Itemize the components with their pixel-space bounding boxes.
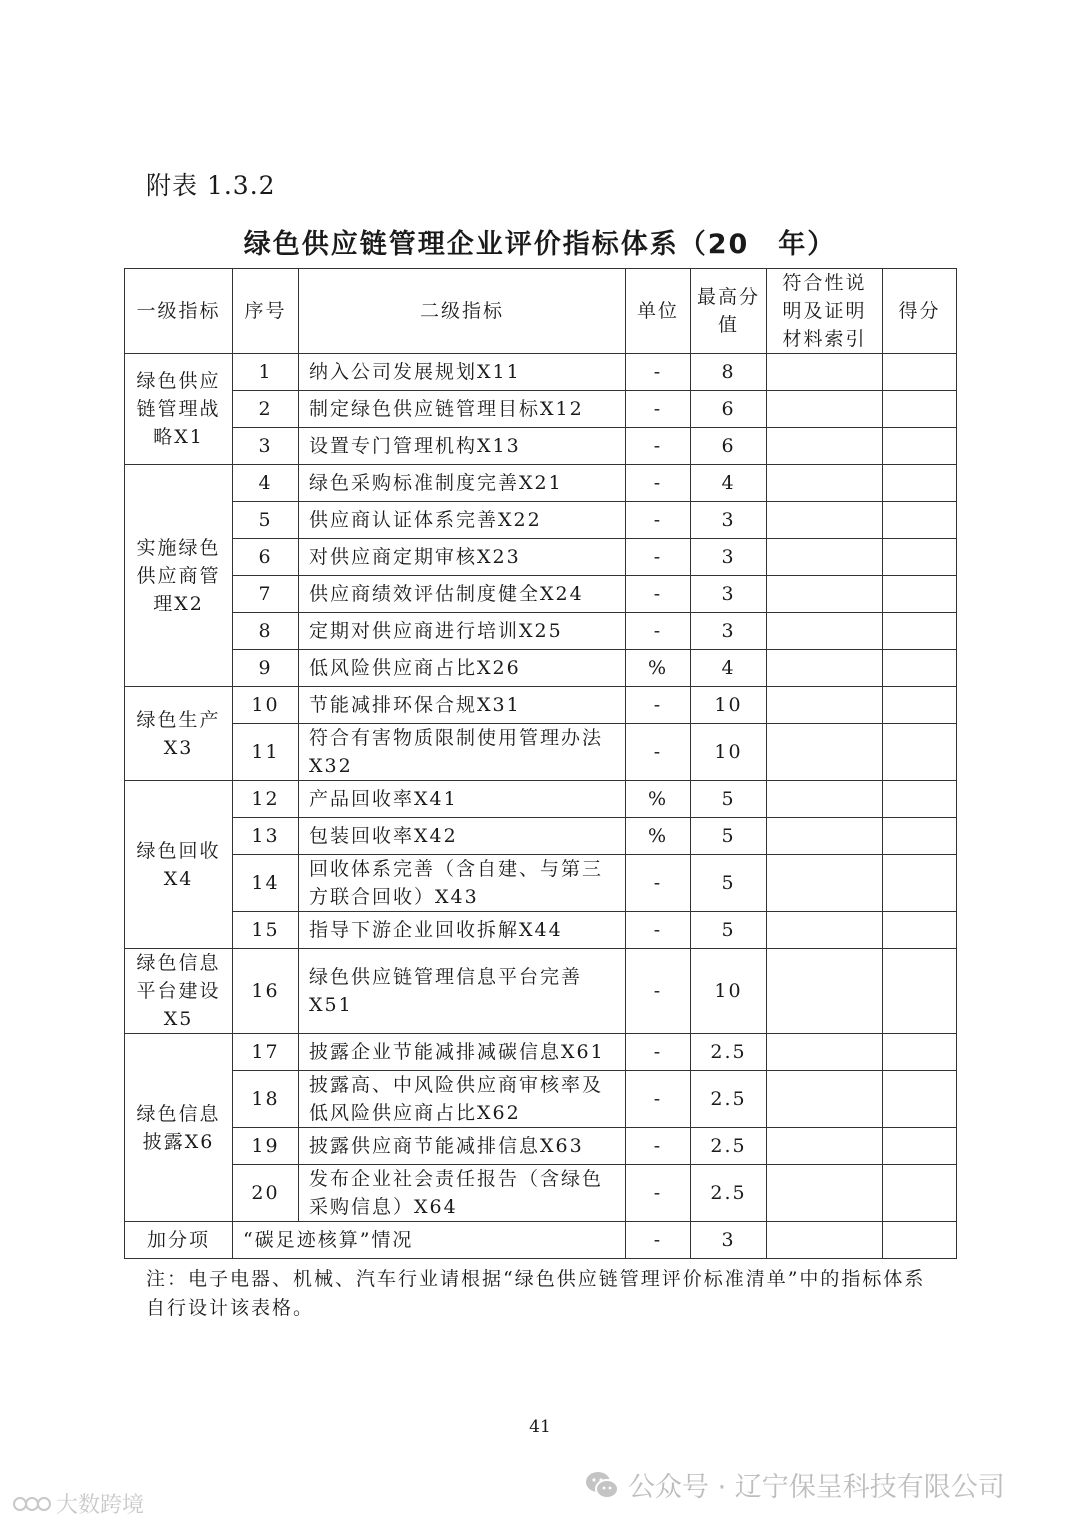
score-cell [883, 539, 957, 576]
header-max-score: 最高分值 [691, 269, 767, 354]
seq-cell: 6 [233, 539, 299, 576]
category-cell: 绿色供应链管理战略X1 [125, 354, 233, 465]
indicator-cell: 披露高、中风险供应商审核率及低风险供应商占比X62 [299, 1071, 626, 1128]
table-row [125, 613, 957, 650]
category-cell: 绿色信息平台建设X5 [125, 949, 233, 1034]
indicator-cell: 对供应商定期审核X23 [299, 539, 626, 576]
score-cell [883, 391, 957, 428]
indicator-table [124, 268, 957, 1259]
table-note: 注：电子电器、机械、汽车行业请根据“绿色供应链管理评价标准清单”中的指标体系自行设计该表格。 [146, 1268, 926, 1319]
category-cell: 绿色回收X4 [125, 781, 233, 949]
table-row [125, 781, 957, 818]
table-row [125, 354, 957, 391]
unit-cell: - [626, 576, 691, 613]
max-score-cell: 2.5 [691, 1034, 767, 1071]
unit-cell: - [626, 502, 691, 539]
table-row [125, 949, 957, 1034]
indicator-cell: 绿色供应链管理信息平台完善X51 [299, 949, 626, 1034]
table-row [125, 1128, 957, 1165]
seq-cell: 4 [233, 465, 299, 502]
table-row [125, 855, 957, 912]
indicator-cell: 低风险供应商占比X26 [299, 650, 626, 687]
unit-cell: % [626, 781, 691, 818]
document-title: 绿色供应链管理企业评价指标体系（20 年） [243, 229, 837, 260]
score-cell [883, 1034, 957, 1071]
unit-cell: - [626, 354, 691, 391]
score-cell [883, 576, 957, 613]
evidence-cell [767, 576, 883, 613]
table-row [125, 1165, 957, 1222]
max-score-cell: 6 [691, 391, 767, 428]
seq-cell: 9 [233, 650, 299, 687]
attachment-label: 附表 1.3.2 [146, 171, 276, 200]
score-cell [883, 613, 957, 650]
table-row [125, 818, 957, 855]
evidence-cell [767, 502, 883, 539]
max-score-cell: 8 [691, 354, 767, 391]
indicator-cell: 符合有害物质限制使用管理办法X32 [299, 724, 626, 781]
evidence-cell [767, 855, 883, 912]
max-score-cell: 5 [691, 818, 767, 855]
indicator-cell: 节能减排环保合规X31 [299, 687, 626, 724]
max-score-cell: 2.5 [691, 1165, 767, 1222]
score-cell [883, 818, 957, 855]
table-row [125, 539, 957, 576]
indicator-cell: 制定绿色供应链管理目标X12 [299, 391, 626, 428]
unit-cell: - [626, 1071, 691, 1128]
seq-cell: 18 [233, 1071, 299, 1128]
evidence-cell [767, 613, 883, 650]
table-row [125, 576, 957, 613]
max-score-cell: 3 [691, 539, 767, 576]
seq-cell: 16 [233, 949, 299, 1034]
brand-watermark [12, 1488, 144, 1519]
header-level2: 二级指标 [299, 269, 626, 354]
score-cell [883, 949, 957, 1034]
seq-cell: 19 [233, 1128, 299, 1165]
seq-cell: 2 [233, 391, 299, 428]
unit-cell: - [626, 391, 691, 428]
score-cell [883, 465, 957, 502]
indicator-cell: 供应商绩效评估制度健全X24 [299, 576, 626, 613]
header-level1: 一级指标 [125, 269, 233, 354]
unit-cell: - [626, 428, 691, 465]
seq-cell: 5 [233, 502, 299, 539]
seq-cell: 10 [233, 687, 299, 724]
seq-cell: 20 [233, 1165, 299, 1222]
seq-cell: 12 [233, 781, 299, 818]
indicator-cell: 指导下游企业回收拆解X44 [299, 912, 626, 949]
max-score-cell: 3 [691, 1222, 767, 1259]
max-score-cell: 10 [691, 687, 767, 724]
table-row [125, 650, 957, 687]
score-cell [883, 855, 957, 912]
seq-cell: 8 [233, 613, 299, 650]
category-cell: 绿色生产X3 [125, 687, 233, 781]
score-cell [883, 724, 957, 781]
evidence-cell [767, 912, 883, 949]
evidence-cell [767, 724, 883, 781]
max-score-cell: 4 [691, 465, 767, 502]
evidence-cell [767, 781, 883, 818]
header-seq: 序号 [233, 269, 299, 354]
unit-cell: - [626, 949, 691, 1034]
bonus-label-cell: 加分项 [125, 1222, 233, 1259]
unit-cell: - [626, 1222, 691, 1259]
evidence-cell [767, 949, 883, 1034]
indicator-cell: 披露供应商节能减排信息X63 [299, 1128, 626, 1165]
table-row [125, 428, 957, 465]
indicator-cell: 回收体系完善（含自建、与第三方联合回收）X43 [299, 855, 626, 912]
indicator-cell: 产品回收率X41 [299, 781, 626, 818]
max-score-cell: 2.5 [691, 1071, 767, 1128]
evidence-cell [767, 1034, 883, 1071]
evidence-cell [767, 650, 883, 687]
score-cell [883, 354, 957, 391]
max-score-cell: 5 [691, 781, 767, 818]
indicator-cell: 设置专门管理机构X13 [299, 428, 626, 465]
indicator-cell: 包装回收率X42 [299, 818, 626, 855]
unit-cell: - [626, 855, 691, 912]
seq-cell: 15 [233, 912, 299, 949]
seq-cell: 11 [233, 724, 299, 781]
table-row [125, 724, 957, 781]
unit-cell: % [626, 650, 691, 687]
unit-cell: - [626, 1128, 691, 1165]
max-score-cell: 3 [691, 576, 767, 613]
score-cell [883, 781, 957, 818]
unit-cell: - [626, 539, 691, 576]
seq-cell: 17 [233, 1034, 299, 1071]
unit-cell: - [626, 912, 691, 949]
unit-cell: - [626, 724, 691, 781]
table-row [125, 687, 957, 724]
table-row [125, 391, 957, 428]
score-cell [883, 502, 957, 539]
seq-cell: 7 [233, 576, 299, 613]
category-cell: 绿色信息披露X6 [125, 1034, 233, 1222]
indicator-cell: 供应商认证体系完善X22 [299, 502, 626, 539]
max-score-cell: 6 [691, 428, 767, 465]
score-cell [883, 1071, 957, 1128]
evidence-cell [767, 1071, 883, 1128]
score-cell [883, 1222, 957, 1259]
bonus-indicator-cell: “碳足迹核算”情况 [233, 1222, 626, 1259]
indicator-cell: 发布企业社会责任报告（含绿色采购信息）X64 [299, 1165, 626, 1222]
evidence-cell [767, 391, 883, 428]
bonus-row [125, 1222, 957, 1259]
table-row [125, 912, 957, 949]
unit-cell: % [626, 818, 691, 855]
watermark-text: 公众号 · 辽宁保呈科技有限公司 [628, 1472, 1005, 1503]
table-row [125, 1071, 957, 1128]
category-cell: 实施绿色供应商管理X2 [125, 465, 233, 687]
evidence-cell [767, 428, 883, 465]
seq-cell: 1 [233, 354, 299, 391]
wechat-icon [584, 1470, 620, 1500]
score-cell [883, 912, 957, 949]
score-cell [883, 1165, 957, 1222]
indicator-cell: 披露企业节能减排减碳信息X61 [299, 1034, 626, 1071]
evidence-cell [767, 1165, 883, 1222]
max-score-cell: 2.5 [691, 1128, 767, 1165]
evidence-cell [767, 818, 883, 855]
indicator-cell: 纳入公司发展规划X11 [299, 354, 626, 391]
evidence-cell [767, 465, 883, 502]
brand-text: 大数跨境 [56, 1493, 145, 1518]
max-score-cell: 10 [691, 724, 767, 781]
evidence-cell [767, 354, 883, 391]
indicator-cell: 绿色采购标准制度完善X21 [299, 465, 626, 502]
table-row [125, 1034, 957, 1071]
unit-cell: - [626, 465, 691, 502]
unit-cell: - [626, 1165, 691, 1222]
wechat-watermark [584, 1465, 1005, 1504]
seq-cell: 3 [233, 428, 299, 465]
unit-cell: - [626, 613, 691, 650]
evidence-cell [767, 539, 883, 576]
max-score-cell: 3 [691, 613, 767, 650]
logo-icon [12, 1493, 52, 1515]
table-row [125, 465, 957, 502]
max-score-cell: 4 [691, 650, 767, 687]
unit-cell: - [626, 687, 691, 724]
table-header-row [125, 269, 957, 354]
max-score-cell: 5 [691, 912, 767, 949]
score-cell [883, 1128, 957, 1165]
max-score-cell: 5 [691, 855, 767, 912]
score-cell [883, 650, 957, 687]
evidence-cell [767, 1128, 883, 1165]
table-row [125, 502, 957, 539]
header-evidence: 符合性说明及证明材料索引 [767, 269, 883, 354]
unit-cell: - [626, 1034, 691, 1071]
max-score-cell: 3 [691, 502, 767, 539]
score-cell [883, 428, 957, 465]
header-score: 得分 [883, 269, 957, 354]
evidence-cell [767, 1222, 883, 1259]
score-cell [883, 687, 957, 724]
seq-cell: 13 [233, 818, 299, 855]
seq-cell: 14 [233, 855, 299, 912]
indicator-cell: 定期对供应商进行培训X25 [299, 613, 626, 650]
header-unit: 单位 [626, 269, 691, 354]
evidence-cell [767, 687, 883, 724]
max-score-cell: 10 [691, 949, 767, 1034]
page-number: 41 [529, 1417, 551, 1437]
